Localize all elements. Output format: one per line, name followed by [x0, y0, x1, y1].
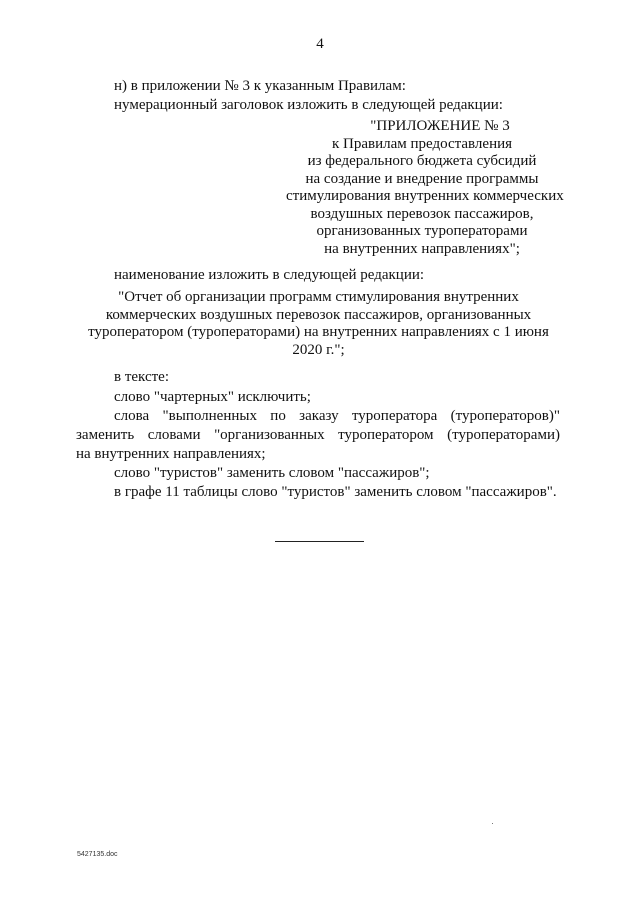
appendix-header-line: на создание и внедрение программы: [305, 170, 539, 187]
item-replace-tourists: слово "туристов" заменить словом "пассажиров";: [114, 465, 430, 481]
appendix-header-line: стимулирования внутренних коммерческих: [286, 188, 564, 204]
word: заменить: [76, 427, 135, 443]
report-title-block: [76, 289, 561, 359]
word: словами: [147, 427, 201, 443]
intro-line-numbering-heading: нумерационный заголовок изложить в следующей редакции:: [114, 97, 503, 113]
item-replace-line-2: [76, 426, 560, 445]
item-replace-paragraph: [76, 407, 560, 464]
report-title-line: туроператором (туроператорами) на внутренних направлениях с 1 июня: [88, 324, 549, 340]
report-title-line: 2020 г.";: [292, 341, 345, 358]
word: туроператором: [338, 427, 434, 443]
name-instruction: наименование изложить в следующей редакции:: [114, 267, 425, 283]
footer-doc-code: 5427135.doc: [77, 851, 118, 858]
scan-dot: [492, 823, 493, 824]
word: заказу: [299, 408, 339, 424]
word: "организованных: [214, 427, 325, 443]
word: "выполненных: [162, 408, 257, 424]
item-table-column-11: в графе 11 таблицы слово "туристов" заменить словом "пассажиров".: [114, 484, 557, 500]
item-replace-line-3: на внутренних направлениях;: [76, 446, 266, 462]
item-remove-charter: слово "чартерных" исключить;: [114, 389, 311, 405]
appendix-header-line: к Правилам предоставления: [331, 135, 513, 152]
report-title-line: коммерческих воздушных перевозок пассажиров, организованных: [105, 306, 532, 323]
appendix-header-line: "ПРИЛОЖЕНИЕ № 3: [370, 118, 510, 134]
item-replace-line-1: [76, 407, 560, 426]
word: (туроператорами): [447, 427, 560, 443]
report-title-line: "Отчет об организации программ стимулирования внутренних: [118, 289, 519, 305]
word: слова: [114, 408, 150, 424]
appendix-header-block: [286, 118, 564, 258]
word: туроператора: [351, 408, 438, 424]
appendix-header-line: из федерального бюджета субсидий: [307, 153, 537, 169]
in-text-heading: в тексте:: [114, 369, 169, 385]
intro-line-appendix-3: н) в приложении № 3 к указанным Правилам:: [114, 78, 406, 94]
page-number: 4: [316, 36, 324, 52]
appendix-header-line: на внутренних направлениях";: [324, 240, 520, 257]
word: (туроператоров)": [450, 408, 560, 424]
appendix-header-line: воздушных перевозок пассажиров,: [310, 205, 534, 222]
section-divider: [275, 541, 364, 542]
appendix-header-line: организованных туроператорами: [316, 223, 528, 239]
word: по: [270, 408, 286, 424]
